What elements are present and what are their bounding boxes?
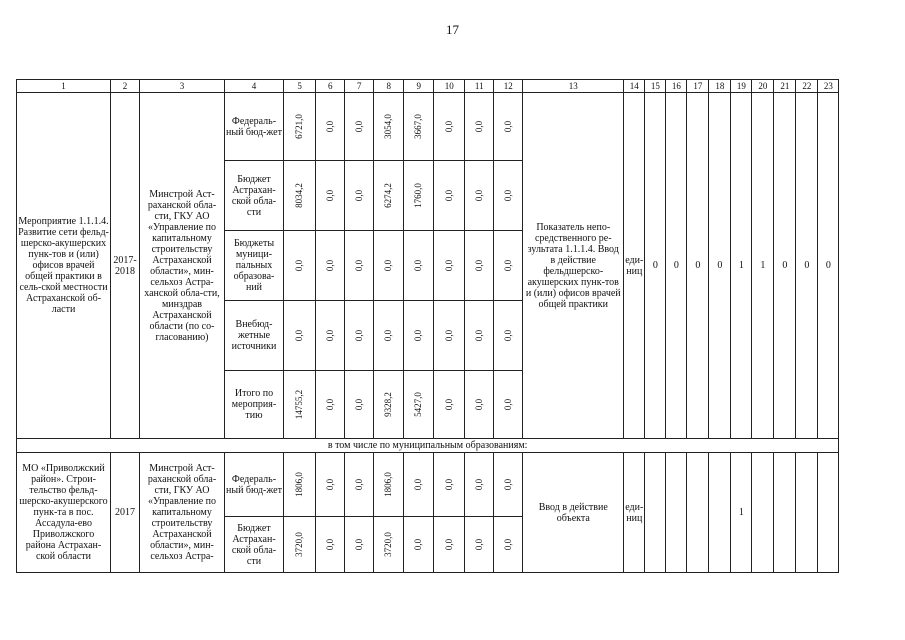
amount-cell-text: 0,0 bbox=[324, 120, 335, 133]
amount-cell bbox=[434, 93, 465, 161]
column-number: 15 bbox=[645, 80, 666, 93]
amount-cell bbox=[494, 161, 523, 231]
amount-cell bbox=[345, 453, 374, 517]
target-value bbox=[774, 453, 796, 573]
funding-row bbox=[17, 453, 839, 517]
amount-cell-text: 1806,0 bbox=[294, 472, 305, 497]
amount-cell bbox=[374, 93, 404, 161]
amount-cell bbox=[404, 161, 434, 231]
amount-cell-text: 0,0 bbox=[443, 329, 454, 342]
target-value bbox=[796, 453, 818, 573]
target-value: 0 bbox=[796, 93, 818, 439]
unit: еди-ниц bbox=[624, 453, 645, 573]
amount-cell bbox=[465, 93, 494, 161]
amount-cell-text: 0,0 bbox=[443, 259, 454, 272]
funding-source: Федераль-ный бюд-жет bbox=[225, 453, 284, 517]
column-number: 12 bbox=[494, 80, 523, 93]
amount-cell bbox=[404, 517, 434, 573]
amount-cell-text: 3667,0 bbox=[413, 114, 424, 139]
amount-cell bbox=[345, 371, 374, 439]
amount-cell bbox=[494, 301, 523, 371]
column-number: 3 bbox=[140, 80, 225, 93]
amount-cell bbox=[434, 371, 465, 439]
amount-cell bbox=[345, 93, 374, 161]
column-number: 22 bbox=[796, 80, 818, 93]
amount-cell bbox=[404, 231, 434, 301]
amount-cell-text: 0,0 bbox=[502, 398, 513, 411]
amount-cell bbox=[345, 517, 374, 573]
amount-cell-text: 0,0 bbox=[473, 398, 484, 411]
column-number: 21 bbox=[774, 80, 796, 93]
amount-cell-text: 14755,2 bbox=[294, 389, 305, 420]
amount-cell-text: 0,0 bbox=[324, 398, 335, 411]
amount-cell bbox=[316, 231, 345, 301]
period: 2017 bbox=[111, 453, 140, 573]
amount-cell-text: 0,0 bbox=[443, 189, 454, 202]
amount-cell bbox=[465, 231, 494, 301]
amount-cell-text: 0,0 bbox=[443, 120, 454, 133]
column-number-row bbox=[17, 80, 839, 93]
amount-cell-text: 0,0 bbox=[324, 329, 335, 342]
funding-source: Федераль-ный бюд-жет bbox=[225, 93, 284, 161]
amount-cell-text: 0,0 bbox=[502, 329, 513, 342]
amount-cell-text: 0,0 bbox=[353, 478, 364, 491]
amount-cell bbox=[465, 453, 494, 517]
target-value: 0 bbox=[709, 93, 731, 439]
amount-cell bbox=[316, 161, 345, 231]
amount-cell-text: 0,0 bbox=[473, 329, 484, 342]
target-value bbox=[818, 453, 839, 573]
amount-cell-text: 0,0 bbox=[443, 478, 454, 491]
amount-cell-text: 0,0 bbox=[443, 538, 454, 551]
amount-cell bbox=[465, 161, 494, 231]
amount-cell-text: 3720,0 bbox=[294, 532, 305, 557]
amount-cell bbox=[465, 517, 494, 573]
amount-cell bbox=[465, 301, 494, 371]
amount-cell bbox=[374, 301, 404, 371]
amount-cell-text: 0,0 bbox=[324, 538, 335, 551]
amount-cell-text: 0,0 bbox=[353, 398, 364, 411]
amount-cell-text: 0,0 bbox=[502, 538, 513, 551]
target-value: 0 bbox=[818, 93, 839, 439]
amount-cell bbox=[284, 301, 316, 371]
amount-cell bbox=[494, 231, 523, 301]
funding-source: Бюджеты муници-пальных образова-ний bbox=[225, 231, 284, 301]
column-number: 23 bbox=[818, 80, 839, 93]
amount-cell-text: 0,0 bbox=[324, 189, 335, 202]
funding-source: Бюджет Астрахан-ской обла-сти bbox=[225, 517, 284, 573]
amount-cell-text: 6721,0 bbox=[294, 114, 305, 139]
target-value: 0 bbox=[687, 93, 709, 439]
amount-cell bbox=[434, 301, 465, 371]
amount-cell bbox=[345, 301, 374, 371]
amount-cell-text: 1806,0 bbox=[383, 472, 394, 497]
amount-cell-text: 0,0 bbox=[473, 120, 484, 133]
target-value: 1 bbox=[731, 453, 752, 573]
funding-row bbox=[17, 93, 839, 161]
amount-cell-text: 0,0 bbox=[413, 259, 424, 272]
amount-cell-text: 8034,2 bbox=[294, 183, 305, 208]
amount-cell bbox=[316, 301, 345, 371]
column-number: 10 bbox=[434, 80, 465, 93]
target-value: 1 bbox=[752, 93, 774, 439]
amount-cell-text: 0,0 bbox=[383, 259, 394, 272]
program-table bbox=[16, 79, 839, 573]
amount-cell-text: 0,0 bbox=[353, 259, 364, 272]
target-value bbox=[645, 453, 666, 573]
column-number: 8 bbox=[374, 80, 404, 93]
amount-cell bbox=[345, 161, 374, 231]
column-number: 7 bbox=[345, 80, 374, 93]
column-number: 2 bbox=[111, 80, 140, 93]
amount-cell bbox=[284, 453, 316, 517]
amount-cell bbox=[404, 93, 434, 161]
target-value: 0 bbox=[666, 93, 687, 439]
amount-cell-text: 0,0 bbox=[413, 478, 424, 491]
amount-cell bbox=[374, 371, 404, 439]
section-row bbox=[17, 439, 839, 453]
column-number: 16 bbox=[666, 80, 687, 93]
amount-cell-text: 0,0 bbox=[502, 259, 513, 272]
amount-cell-text: 0,0 bbox=[473, 259, 484, 272]
column-number: 4 bbox=[225, 80, 284, 93]
amount-cell bbox=[434, 231, 465, 301]
amount-cell bbox=[284, 231, 316, 301]
amount-cell bbox=[316, 453, 345, 517]
amount-cell bbox=[374, 231, 404, 301]
activity-name: МО «Приволжский район». Строи-тельство фельд-шерско-акушерского пунк-та в пос. Ассадула-ево Приволжского района Астрахан-ской области bbox=[17, 453, 111, 573]
target-value: 0 bbox=[645, 93, 666, 439]
amount-cell bbox=[374, 453, 404, 517]
amount-cell-text: 0,0 bbox=[473, 478, 484, 491]
amount-cell-text: 0,0 bbox=[294, 329, 305, 342]
indicator: Показатель непо-средственного ре-зультата 1.1.1.4. Ввод в действие фельдшерско-акушерских пунк-тов и (или) офисов врачей общей практики bbox=[523, 93, 624, 439]
amount-cell bbox=[404, 453, 434, 517]
page-number: 17 bbox=[446, 22, 459, 37]
amount-cell-text: 0,0 bbox=[353, 189, 364, 202]
funding-source: Внебюд-жетные источники bbox=[225, 301, 284, 371]
amount-cell-text: 0,0 bbox=[473, 189, 484, 202]
column-number: 6 bbox=[316, 80, 345, 93]
amount-cell-text: 0,0 bbox=[383, 329, 394, 342]
executor: Минстрой Аст-раханской обла-сти, ГКУ АО «Управление по капитальному строительству Астраханской области», мин-сельхоз Астра-ханской обла-сти, минздрав Астраханской области (по со-гласованию) bbox=[140, 93, 225, 439]
section-label: в том числе по муниципальным образованиям: bbox=[17, 439, 839, 453]
column-number: 9 bbox=[404, 80, 434, 93]
amount-cell bbox=[284, 93, 316, 161]
amount-cell bbox=[494, 93, 523, 161]
column-number: 20 bbox=[752, 80, 774, 93]
period: 2017-2018 bbox=[111, 93, 140, 439]
amount-cell bbox=[374, 517, 404, 573]
amount-cell bbox=[494, 517, 523, 573]
amount-cell bbox=[345, 231, 374, 301]
amount-cell-text: 0,0 bbox=[324, 478, 335, 491]
target-value bbox=[687, 453, 709, 573]
amount-cell-text: 0,0 bbox=[413, 538, 424, 551]
target-value: 1 bbox=[731, 93, 752, 439]
amount-cell bbox=[284, 517, 316, 573]
amount-cell-text: 0,0 bbox=[324, 259, 335, 272]
amount-cell-text: 3720,0 bbox=[383, 532, 394, 557]
funding-source: Итого по мероприя-тию bbox=[225, 371, 284, 439]
amount-cell bbox=[374, 161, 404, 231]
amount-cell-text: 5427,0 bbox=[413, 392, 424, 417]
amount-cell bbox=[434, 161, 465, 231]
amount-cell bbox=[316, 517, 345, 573]
amount-cell bbox=[316, 371, 345, 439]
amount-cell bbox=[316, 93, 345, 161]
amount-cell-text: 3054,0 bbox=[383, 114, 394, 139]
amount-cell-text: 0,0 bbox=[473, 538, 484, 551]
amount-cell-text: 0,0 bbox=[353, 120, 364, 133]
funding-source: Бюджет Астрахан-ской обла-сти bbox=[225, 161, 284, 231]
amount-cell-text: 0,0 bbox=[502, 120, 513, 133]
target-value bbox=[666, 453, 687, 573]
column-number: 17 bbox=[687, 80, 709, 93]
column-number: 13 bbox=[523, 80, 624, 93]
column-number: 1 bbox=[17, 80, 111, 93]
target-value bbox=[752, 453, 774, 573]
amount-cell-text: 1760,0 bbox=[413, 183, 424, 208]
amount-cell bbox=[284, 161, 316, 231]
column-number: 14 bbox=[624, 80, 645, 93]
column-number: 11 bbox=[465, 80, 494, 93]
amount-cell bbox=[404, 301, 434, 371]
target-value bbox=[709, 453, 731, 573]
amount-cell bbox=[494, 371, 523, 439]
amount-cell bbox=[404, 371, 434, 439]
indicator: Ввод в действие объекта bbox=[523, 453, 624, 573]
column-number: 5 bbox=[284, 80, 316, 93]
activity-name: Мероприятие 1.1.1.4. Развитие сети фельд-шерско-акушерских пунк-тов и (или) офисов врачей общей практики в сель-ской местности Астраханской об-ласти bbox=[17, 93, 111, 439]
amount-cell-text: 0,0 bbox=[502, 478, 513, 491]
amount-cell-text: 0,0 bbox=[294, 259, 305, 272]
amount-cell bbox=[434, 453, 465, 517]
amount-cell-text: 0,0 bbox=[353, 329, 364, 342]
unit: еди-ниц bbox=[624, 93, 645, 439]
column-number: 18 bbox=[709, 80, 731, 93]
target-value: 0 bbox=[774, 93, 796, 439]
amount-cell-text: 0,0 bbox=[502, 189, 513, 202]
amount-cell-text: 0,0 bbox=[353, 538, 364, 551]
amount-cell bbox=[465, 371, 494, 439]
column-number: 19 bbox=[731, 80, 752, 93]
amount-cell-text: 0,0 bbox=[443, 398, 454, 411]
amount-cell-text: 6274,2 bbox=[383, 183, 394, 208]
amount-cell bbox=[434, 517, 465, 573]
amount-cell-text: 9328,2 bbox=[383, 392, 394, 417]
executor: Минстрой Аст-раханской обла-сти, ГКУ АО «Управление по капитальному строительству Астраханской области», мин-сельхоз Астра- bbox=[140, 453, 225, 573]
amount-cell bbox=[494, 453, 523, 517]
amount-cell-text: 0,0 bbox=[413, 329, 424, 342]
amount-cell bbox=[284, 371, 316, 439]
